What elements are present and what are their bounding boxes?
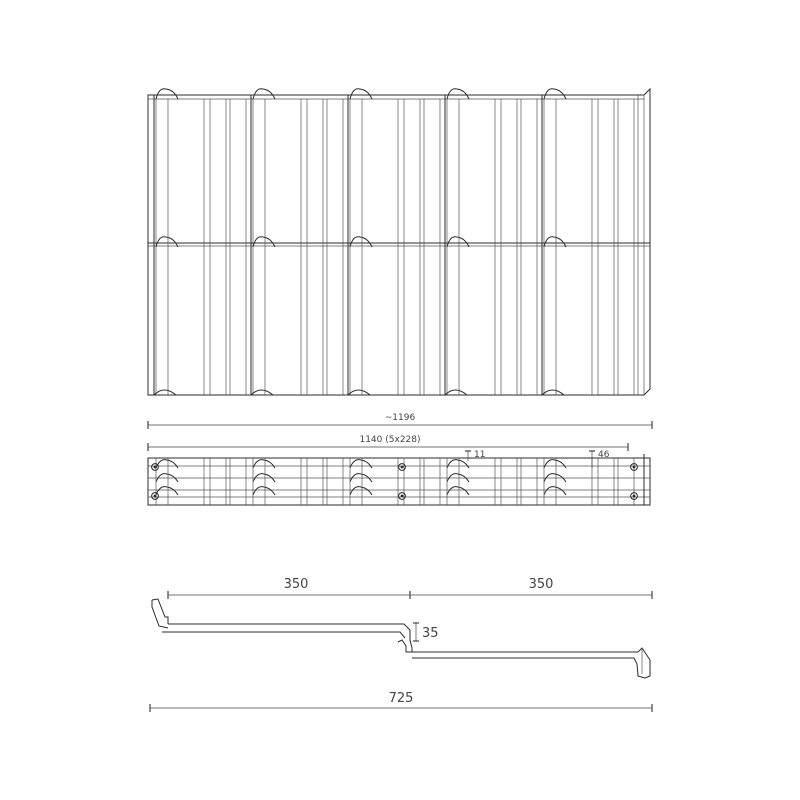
tile-bottom-wave xyxy=(154,390,176,395)
front-crown xyxy=(156,460,178,468)
tile-crown xyxy=(544,237,566,247)
tile-crown xyxy=(156,89,178,99)
fastener-screw-center xyxy=(633,466,636,469)
module-width-label: 1140 (5x228) xyxy=(359,435,421,445)
profile-right-length-label: 350 xyxy=(528,577,554,592)
tile-crown xyxy=(350,89,372,99)
sheet-outline xyxy=(148,89,650,395)
front-crown xyxy=(156,487,178,495)
tile-crown xyxy=(447,89,469,99)
detail-dimension-b xyxy=(589,450,610,468)
front-crown xyxy=(447,487,469,495)
front-crown xyxy=(350,487,372,495)
fastener-screw-center xyxy=(401,466,404,469)
step-height-label: 35 xyxy=(422,626,439,641)
tile-crown xyxy=(253,237,275,247)
tile-crown xyxy=(350,237,372,247)
tile-bottom-wave xyxy=(542,390,564,395)
front-crown xyxy=(253,460,275,468)
tile-bottom-wave xyxy=(251,390,273,395)
profile-left-length-label: 350 xyxy=(283,577,309,592)
front-crown xyxy=(544,487,566,495)
front-crown xyxy=(544,460,566,468)
front-crown xyxy=(447,460,469,468)
tile-crown xyxy=(156,237,178,247)
sheet-front-view xyxy=(148,454,650,505)
step-height-dimension xyxy=(413,623,439,641)
module-width-dimension xyxy=(148,435,628,451)
profile-total-length-label: 725 xyxy=(388,691,414,706)
fastener-screw-center xyxy=(154,466,157,469)
profile-total-dimension xyxy=(150,691,652,712)
tile-side-profile xyxy=(152,599,650,678)
fastener-screw-center xyxy=(401,495,404,498)
tile-crown xyxy=(544,89,566,99)
front-crown xyxy=(253,487,275,495)
detail-dimension-a xyxy=(465,450,485,461)
detail-a-label: 11 xyxy=(474,450,486,460)
sheet-top-view xyxy=(148,89,650,395)
tile-bottom-wave xyxy=(348,390,370,395)
fastener-screw-center xyxy=(633,495,636,498)
profile-left-dimension xyxy=(168,577,410,599)
front-crown xyxy=(350,460,372,468)
overall-width-dimension xyxy=(148,413,652,429)
detail-b-label: 46 xyxy=(598,450,610,460)
overall-width-label: ~1196 xyxy=(384,413,416,423)
profile-right-dimension xyxy=(410,577,652,599)
fastener-screw-center xyxy=(154,495,157,498)
tile-crown xyxy=(253,89,275,99)
tile-crown xyxy=(447,237,469,247)
tile-bottom-wave xyxy=(445,390,467,395)
